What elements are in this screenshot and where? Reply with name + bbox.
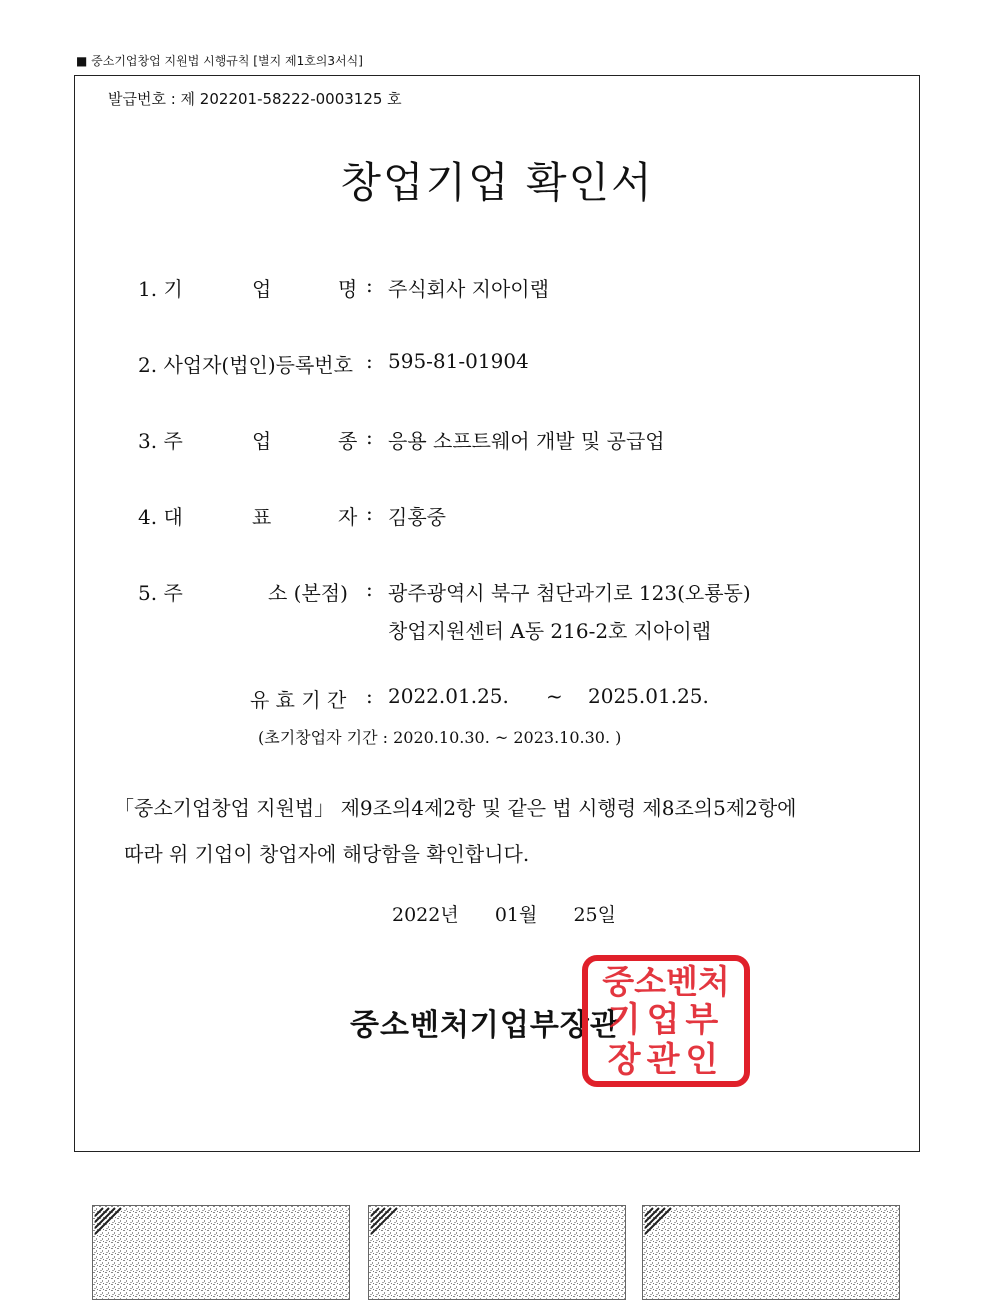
date-day: 25일 xyxy=(573,904,616,926)
field-colon: : xyxy=(366,273,373,297)
field-value: 주식회사 지아이랩 xyxy=(388,277,549,301)
form-header-note: ■ 중소기업창업 지원법 시행규칙 [별지 제1호의3서식] xyxy=(76,54,363,68)
field-value-line2: 창업지원센터 A동 216-2호 지아이랩 xyxy=(388,619,712,643)
field-label: 소 (본점) xyxy=(268,581,348,605)
field-colon: : xyxy=(366,684,373,708)
field-main-business xyxy=(0,425,1000,455)
issue-number: 발급번호 : 제 202201-58222-0003125 호 xyxy=(108,90,402,108)
svg-text:장관인: 장관인 xyxy=(607,1040,725,1080)
validity-end: 2025.01.25. xyxy=(588,684,709,708)
validity-start: 2022.01.25. xyxy=(388,684,509,708)
field-label: 표 xyxy=(252,505,272,529)
field-label: 5. 주 xyxy=(138,581,183,605)
field-label: 명 xyxy=(338,277,358,301)
date-year: 2022년 xyxy=(392,904,459,926)
document-title: 창업기업 확인서 xyxy=(340,158,654,207)
field-representative xyxy=(0,501,1000,531)
field-company-name xyxy=(0,273,1000,303)
field-label: 3. 주 xyxy=(138,429,183,453)
validity-label: 유 효 기 간 xyxy=(250,688,347,712)
validity-period xyxy=(0,684,1000,714)
field-address xyxy=(0,577,1000,647)
field-value: 595-81-01904 xyxy=(388,349,529,373)
field-colon: : xyxy=(366,501,373,525)
field-value: 김홍중 xyxy=(388,505,446,529)
security-pattern-box xyxy=(368,1205,626,1300)
security-pattern-box xyxy=(92,1205,350,1300)
field-colon: : xyxy=(366,425,373,449)
svg-text:중소벤처: 중소벤처 xyxy=(602,962,730,1001)
statement-line-2: 따라 위 기업이 창업자에 해당함을 확인합니다. xyxy=(124,842,530,866)
field-registration-number xyxy=(0,349,1000,379)
svg-text:기업부: 기업부 xyxy=(607,1000,725,1040)
field-colon: : xyxy=(366,577,373,601)
issuer-name: 중소벤처기업부장관 xyxy=(350,1008,620,1043)
date-month: 01월 xyxy=(494,904,538,926)
field-colon: : xyxy=(366,349,373,373)
field-label: 업 xyxy=(252,429,272,453)
field-value: 응용 소프트웨어 개발 및 공급업 xyxy=(388,429,665,453)
field-value: 광주광역시 북구 첨단과기로 123(오룡동) xyxy=(388,581,751,605)
field-label: 4. 대 xyxy=(138,505,183,529)
security-pattern-box xyxy=(642,1205,900,1300)
field-label: 업 xyxy=(252,277,272,301)
statement-line-1: 「중소기업창업 지원법」 제9조의4제2항 및 같은 법 시행령 제8조의5제2항에 xyxy=(114,796,797,820)
field-label: 자 xyxy=(338,505,358,529)
field-label: 1. 기 xyxy=(138,277,183,301)
field-label: 2. 사업자(법인)등록번호 xyxy=(138,353,353,377)
initial-founder-period-note: (초기창업자 기간 : 2020.10.30. ~ 2023.10.30. ) xyxy=(258,728,622,747)
issue-date xyxy=(392,900,616,927)
validity-tilde: ~ xyxy=(546,684,563,708)
field-label: 종 xyxy=(338,429,358,453)
official-seal-stamp xyxy=(582,955,750,1087)
